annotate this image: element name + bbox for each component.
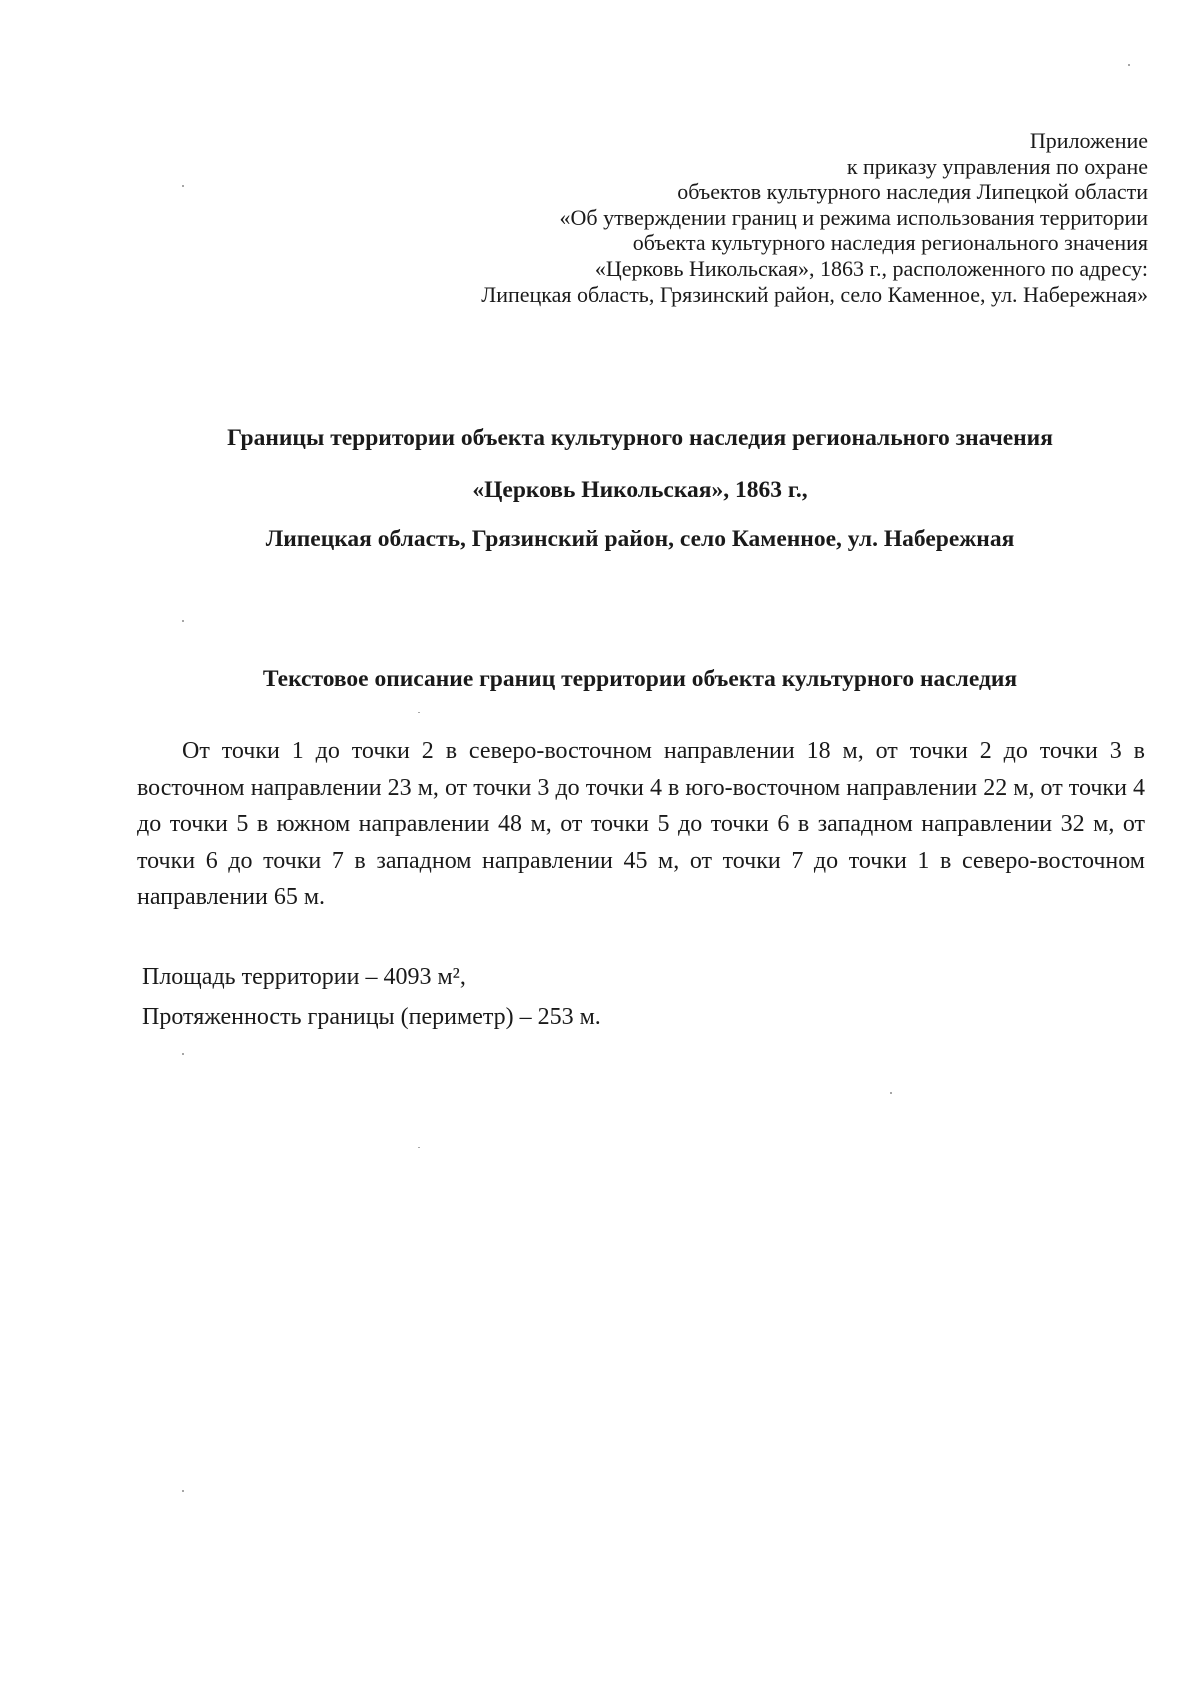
scan-speck	[890, 1092, 892, 1094]
scan-speck	[418, 1147, 420, 1148]
annex-line-7: Липецкая область, Грязинский район, село Каменное, ул. Набережная»	[481, 281, 1148, 307]
territory-perimeter: Протяженность границы (периметр) – 253 м.	[142, 1004, 601, 1030]
territory-facts	[142, 957, 601, 1037]
annex-line-2: к приказу управления по охране	[846, 153, 1148, 179]
annex-header	[248, 128, 1148, 307]
annex-line-4: «Об утверждении границ и режима использования территории	[559, 204, 1148, 230]
boundary-description: От точки 1 до точки 2 в северо-восточном направлении 18 м, от точки 2 до точки 3 в восточном направлении 23 м, от точки 3 до точки 4 в юго-восточном направлении 22 м, от точки 4 до точки 5 в южном направлении 48 м, от точки 5 до точки 6 в западном направлении 32 м, от точки 6 до точки 7 в западном направлении 45 м, от точки 7 до точки 1 в северо-восточном направлении 65 м.	[137, 738, 1145, 910]
scan-speck	[182, 1053, 184, 1055]
scan-speck	[1128, 64, 1130, 66]
annex-line-6: «Церковь Никольская», 1863 г., расположенного по адресу:	[594, 255, 1148, 281]
annex-line-3: объектов культурного наследия Липецкой области	[677, 179, 1148, 205]
annex-line-1: Приложение	[1029, 128, 1148, 153]
scan-speck	[182, 1490, 184, 1492]
section-heading: Текстовое описание границ территории объекта культурного наследия	[262, 666, 1018, 692]
document-title-line-3: Липецкая область, Грязинский район, село Каменное, ул. Набережная	[265, 526, 1015, 552]
scan-speck	[182, 185, 184, 187]
territory-area: Площадь территории – 4093 м²,	[142, 964, 466, 990]
document-title-line-2: «Церковь Никольская», 1863 г.,	[472, 477, 808, 503]
scan-speck	[418, 712, 420, 713]
scan-speck	[182, 620, 184, 622]
document-title-line-1: Границы территории объекта культурного наследия регионального значения	[227, 425, 1053, 451]
annex-line-5: объекта культурного наследия регионального значения	[632, 230, 1148, 256]
